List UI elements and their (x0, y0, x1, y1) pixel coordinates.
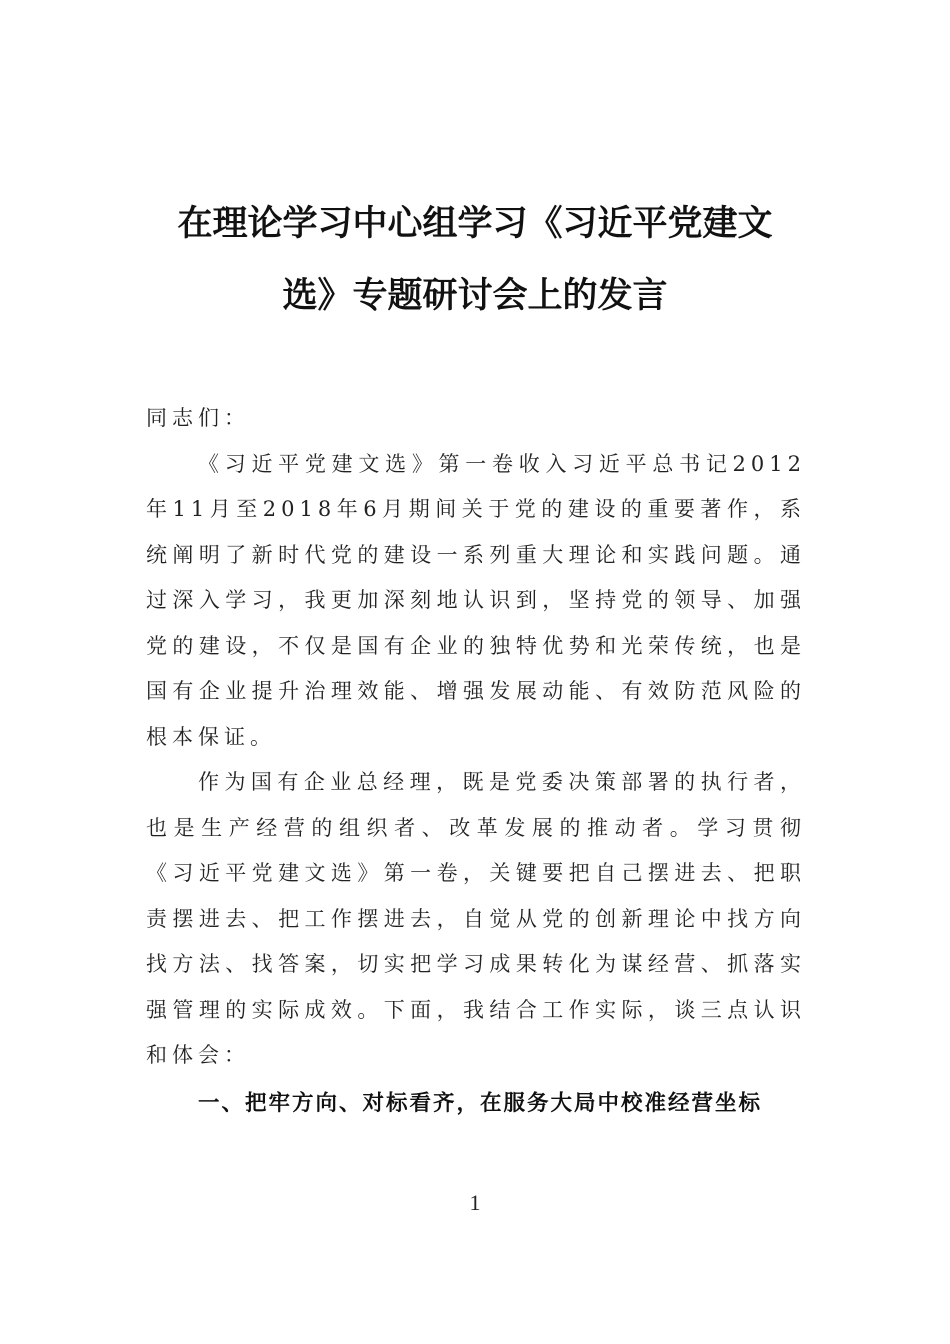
title-line-2: 选》专题研讨会上的发言 (282, 275, 668, 316)
paragraph-1: 《习近平党建文选》第一卷收入习近平总书记2012年11月至2018年6月期间关于党的建设的重要著作，系统阐明了新时代党的建设一系列重大理论和实践问题。通过深入学习，我更加深刻地认识到，坚持党的领导、加强党的建设，不仅是国有企业的独特优势和光荣传统，也是国有企业提升治理效能、增强发展动能、有效防范风险的根本保证。 (146, 451, 806, 749)
document-body (146, 396, 806, 1126)
page-number: 1 (469, 1190, 481, 1215)
salutation: 同志们： (146, 406, 250, 430)
title-line-1: 在理论学习中心组学习《习近平党建文 (177, 203, 773, 244)
document-title (120, 188, 830, 332)
paragraph-2: 作为国有企业总经理，既是党委决策部署的执行者，也是生产经营的组织者、改革发展的推动者。学习贯彻《习近平党建文选》第一卷，关键要把自己摆进去、把职责摆进去、把工作摆进去，自觉从党的创新理论中找方向找方法、找答案，切实把学习成果转化为谋经营、抓落实强管理的实际成效。下面，我结合工作实际，谈三点认识和体会： (146, 770, 806, 1067)
section-heading-1: 一、把牢方向、对标看齐，在服务大局中校准经营坐标 (198, 1090, 763, 1116)
